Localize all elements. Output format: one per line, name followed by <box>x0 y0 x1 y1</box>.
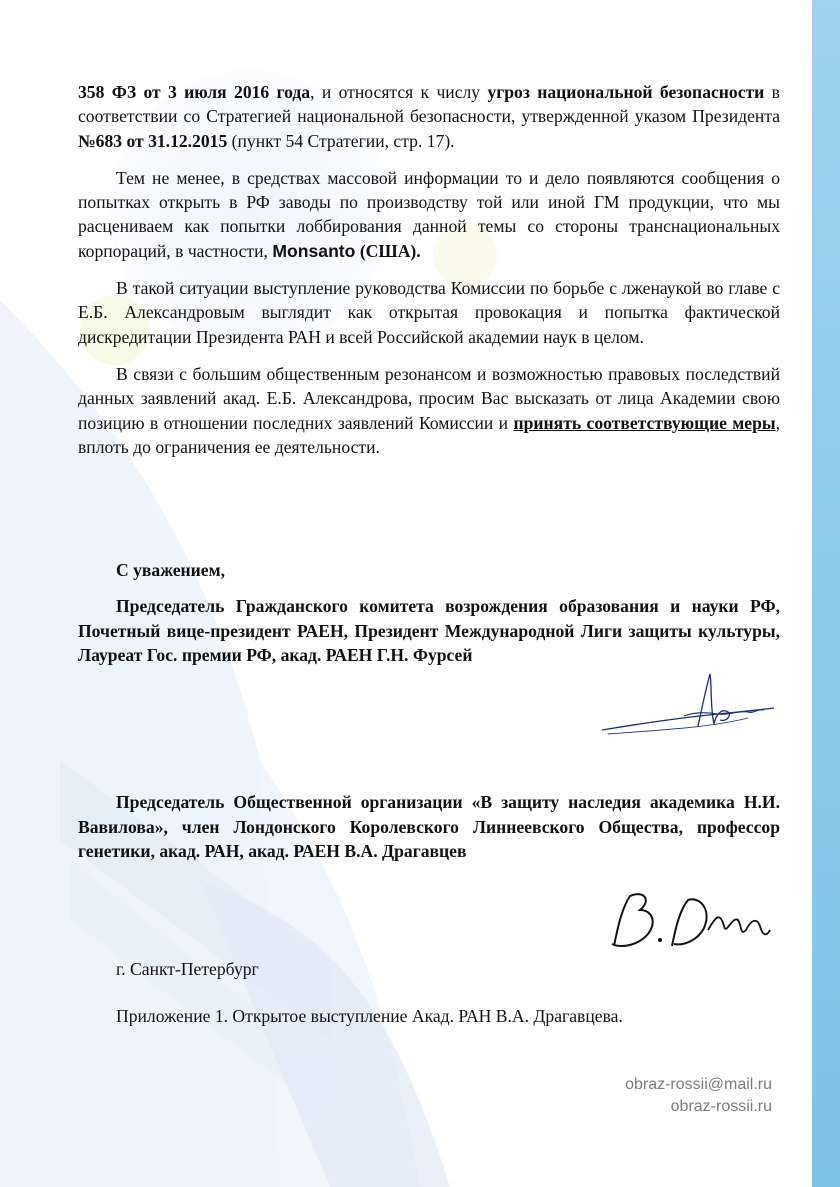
paragraph-1 <box>78 80 780 153</box>
paragraph-2 <box>78 166 780 263</box>
text-run: В связи с большим общественным резонансом и возможностью правовых последствий данных заявлений акад. Е.Б. Александрова, просим Вас высказать от лица Академии свою позицию в отношении последних заявлений Комиссии и <box>78 363 780 433</box>
text-run: в соответствии со Стратегией национальной безопасности, утвержденной указом Президента <box>78 82 780 127</box>
footer-contacts <box>625 1074 772 1118</box>
signature-fursey-icon <box>598 668 783 748</box>
letter-body <box>78 80 780 459</box>
appendix-line: Приложение 1. Открытое выступление Акад. РАН В.А. Драгавцева. <box>116 1006 623 1026</box>
signature-dragavtsev-icon <box>600 886 780 966</box>
accent-side-bar <box>812 0 840 1187</box>
law-reference: 358 ФЗ от 3 июля 2016 года <box>78 82 311 102</box>
decree-reference: №683 от 31.12.2015 <box>78 130 228 151</box>
city-line: г. Санкт-Петербург <box>116 959 259 979</box>
footer-website[interactable]: obraz-rossii.ru <box>670 1098 772 1115</box>
threat-phrase: угроз национальной безопасности <box>487 82 765 102</box>
text-run: Тем не менее, в средствах массовой информации то и дело появляются сообщения о попытках открыть в РФ заводы по производству той или иной ГМ продукции, что мы расцениваем как попытки лоббирования данной темы со стороны транснациональных корпораций, в частности, <box>78 167 780 261</box>
text-run: , вплоть до ограничения ее деятельности. <box>78 412 780 457</box>
text-run: , и относятся к числу <box>310 82 488 102</box>
company-name: Monsanto <box>272 240 356 261</box>
paragraph-4 <box>78 362 780 459</box>
text-run: (пункт 54 Стратегии, стр. 17). <box>227 130 455 151</box>
signer-2-title: Председатель Общественной организации «В защиту наследия академика Н.И. Вавилова», член Лондонского Королевского Линнеевского Общества, профессор генетики, акад. РАН, акад. РАЕН В.А. Драгавцев <box>78 792 780 862</box>
footer-email[interactable]: obraz-rossii@mail.ru <box>625 1076 772 1093</box>
signer-1-title: Председатель Гражданского комитета возрождения образования и науки РФ, Почетный вице-президент РАЕН, Президент Международной Лиги защиты культуры, Лауреат Гос. премии РФ, акад. РАЕН Г.Н. Фурсей <box>78 596 780 666</box>
closing-greeting: С уважением, <box>116 560 225 580</box>
text-run: В такой ситуации выступление руководства Комиссии по борьбе с лженаукой во главе с Е.Б. Александровым выглядит как открытая провокация и попытка фактической дискредитации Президента РАН и всей Российской академии наук в целом. <box>78 278 780 347</box>
country-name: (США). <box>355 240 421 261</box>
paragraph-3 <box>78 276 780 349</box>
request-phrase: принять соответствующие меры <box>513 412 776 433</box>
